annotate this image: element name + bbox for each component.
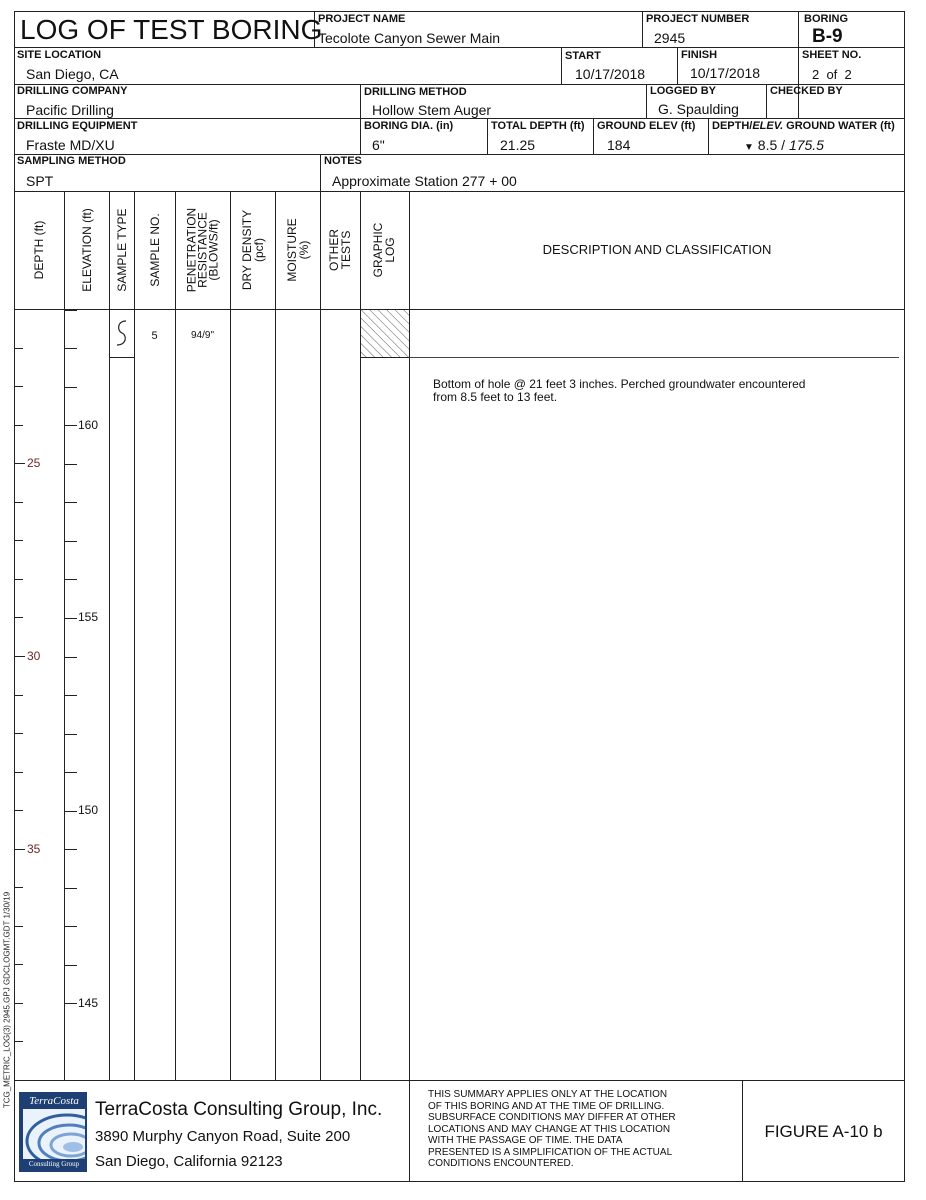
ground-elev: 184 [607, 137, 631, 153]
depth-tick [15, 964, 23, 965]
company-address-2: San Diego, California 92123 [95, 1153, 283, 1170]
column-dry-density-line2: (pcf) [252, 238, 266, 262]
depth-tick [15, 695, 23, 696]
depth-tick [15, 772, 23, 773]
column-graphic-log-line2: LOG [383, 237, 397, 263]
logged-by-label: LOGGED BY [650, 85, 717, 97]
boring-label: BORING [804, 13, 848, 25]
description-line-2: from 8.5 feet to 13 feet. [433, 390, 558, 404]
column-moisture-line2: (%) [297, 240, 311, 260]
depth-tick [15, 926, 23, 927]
groundwater-label-rest: GROUND WATER (ft) [783, 120, 895, 132]
column-penetration-line2: RESISTANCE [195, 212, 210, 288]
depth-label: 30 [27, 649, 41, 663]
column-other-tests-line1: OTHER [327, 229, 341, 271]
column-graphic-log-line1: GRAPHIC [371, 222, 385, 278]
column-sample-no: SAMPLE NO. [148, 213, 162, 287]
elevation-tick [65, 734, 77, 735]
elevation-tick [65, 811, 77, 812]
column-moisture-line1: MOISTURE [285, 218, 299, 282]
spt-sample-icon [111, 318, 133, 348]
elevation-tick [65, 464, 77, 465]
water-table-icon: ▼ [744, 142, 754, 153]
elevation-label: 155 [78, 610, 99, 624]
finish-label: FINISH [681, 49, 718, 61]
elevation-tick [65, 772, 77, 773]
sheet-label: SHEET NO. [802, 49, 862, 61]
elevation-label: 150 [78, 803, 99, 817]
depth-tick [15, 386, 23, 387]
column-sample-type: SAMPLE TYPE [115, 208, 129, 292]
elevation-tick [65, 849, 77, 850]
disclaimer-line: CONDITIONS ENCOUNTERED. [428, 1158, 574, 1169]
total-depth: 21.25 [500, 137, 536, 153]
logo-subtext: Consulting Group [28, 1160, 80, 1168]
groundwater-elev: 175.5 [788, 137, 824, 153]
log-title: LOG OF TEST BORING [20, 14, 323, 45]
drilling-method: Hollow Stem Auger [372, 102, 492, 118]
depth-tick [15, 656, 25, 657]
start-label: START [565, 50, 601, 62]
elevation-tick [65, 618, 77, 619]
depth-tick [15, 617, 23, 618]
boring-id: B-9 [812, 26, 843, 47]
start-date: 10/17/2018 [575, 66, 646, 82]
groundwater-depth: 8.5 / [757, 137, 786, 153]
logged-by: G. Spaulding [658, 101, 739, 117]
elevation-tick [65, 579, 77, 580]
elevation-tick [65, 657, 77, 658]
depth-tick [15, 733, 23, 734]
checked-by-label: CHECKED BY [770, 85, 843, 97]
company-address-1: 3890 Murphy Canyon Road, Suite 200 [95, 1128, 351, 1145]
disclaimer-line: THIS SUMMARY APPLIES ONLY AT THE LOCATION [428, 1089, 668, 1100]
total-depth-label: TOTAL DEPTH (ft) [491, 120, 585, 132]
depth-tick [15, 348, 23, 349]
elevation-label: 145 [78, 996, 99, 1010]
depth-tick [15, 463, 25, 464]
elevation-tick [65, 695, 77, 696]
groundwater-label [712, 120, 895, 132]
depth-tick [15, 849, 25, 850]
column-penetration-line3: (BLOWS/ft) [206, 219, 221, 281]
site-location: San Diego, CA [26, 66, 119, 82]
disclaimer-line: LOCATIONS AND MAY CHANGE AT THIS LOCATION [428, 1123, 671, 1135]
disclaimer-line: SUBSURFACE CONDITIONS MAY DIFFER AT OTHER [428, 1112, 676, 1123]
groundwater-values [744, 138, 824, 155]
column-penetration-line1: PENETRATION [184, 207, 199, 293]
column-dry-density [241, 210, 265, 290]
sampling-method: SPT [26, 173, 54, 189]
site-location-label: SITE LOCATION [17, 49, 102, 61]
column-other-tests [328, 229, 352, 271]
side-file-label: TCG_METRIC_LOG(3) 2945.GPJ GDCLOGMT.GDT 1/30/19 [2, 891, 12, 1109]
ground-elev-label: GROUND ELEV (ft) [597, 120, 696, 132]
company-logo [19, 1092, 87, 1172]
groundwater-label-depth: DEPTH/ [712, 120, 753, 132]
column-penetration [184, 207, 221, 293]
elevation-tick [65, 541, 77, 542]
disclaimer-text [428, 1089, 676, 1170]
boring-dia: 6" [372, 137, 385, 153]
project-name-label: PROJECT NAME [318, 13, 406, 25]
column-description: DESCRIPTION AND CLASSIFICATION [542, 242, 772, 257]
elevation-tick [65, 965, 77, 966]
depth-tick [15, 579, 23, 580]
logo-wave-icon [23, 1109, 85, 1159]
elevation-tick [65, 1003, 77, 1004]
project-number: 2945 [654, 30, 686, 46]
depth-tick [15, 540, 23, 541]
elevation-tick [65, 502, 77, 503]
elevation-tick [65, 310, 77, 311]
boring-dia-label: BORING DIA. (in) [364, 120, 454, 132]
disclaimer-line: PRESENTED IS A SIMPLIFICATION OF THE ACTUAL [428, 1146, 673, 1158]
depth-tick [15, 810, 23, 811]
column-elevation: ELEVATION (ft) [80, 208, 94, 292]
elevation-tick [65, 425, 77, 426]
finish-date: 10/17/2018 [690, 65, 761, 81]
project-name: Tecolote Canyon Sewer Main [318, 30, 501, 46]
depth-tick [15, 425, 23, 426]
depth-tick [15, 1003, 23, 1004]
disclaimer-line: OF THIS BORING AND AT THE TIME OF DRILLING. [428, 1100, 665, 1112]
depth-tick [15, 887, 23, 888]
elevation-tick [65, 348, 77, 349]
disclaimer-line: WITH THE PASSAGE OF TIME. THE DATA [428, 1135, 623, 1146]
depth-label: 35 [27, 842, 41, 856]
groundwater-label-elev: ELEV. [752, 120, 784, 132]
elevation-tick [65, 387, 77, 388]
elevation-tick [65, 888, 77, 889]
elevation-tick [65, 926, 77, 927]
depth-tick [15, 502, 23, 503]
penetration-value: 94/9" [190, 330, 214, 341]
sample-number: 5 [151, 330, 158, 342]
logo-wordmark: TerraCosta [29, 1095, 79, 1107]
notes-label: NOTES [324, 155, 362, 167]
drilling-equipment: Fraste MD/XU [26, 137, 115, 153]
sampling-method-label: SAMPLING METHOD [17, 155, 126, 167]
elevation-label: 160 [78, 418, 99, 432]
project-number-label: PROJECT NUMBER [646, 13, 750, 25]
company-name: TerraCosta Consulting Group, Inc. [95, 1099, 383, 1120]
drilling-company: Pacific Drilling [26, 102, 114, 118]
description-text [433, 378, 805, 404]
drilling-method-label: DRILLING METHOD [364, 86, 467, 98]
column-other-tests-line2: TESTS [339, 230, 353, 270]
depth-tick [15, 1041, 23, 1042]
drilling-equipment-label: DRILLING EQUIPMENT [17, 120, 138, 132]
column-graphic-log [372, 223, 396, 278]
figure-number: FIGURE A-10 b [764, 1122, 883, 1141]
graphic-log-hatch [361, 310, 409, 357]
description-line-1: Bottom of hole @ 21 feet 3 inches. Perched groundwater encountered [433, 377, 806, 391]
column-dry-density-line1: DRY DENSITY [240, 209, 254, 291]
depth-label: 25 [27, 456, 41, 470]
column-depth: DEPTH (ft) [32, 220, 46, 280]
sheet-number: 2 of 2 [812, 67, 852, 82]
drilling-company-label: DRILLING COMPANY [17, 85, 128, 97]
column-moisture [286, 218, 310, 281]
notes: Approximate Station 277 + 00 [332, 173, 517, 189]
